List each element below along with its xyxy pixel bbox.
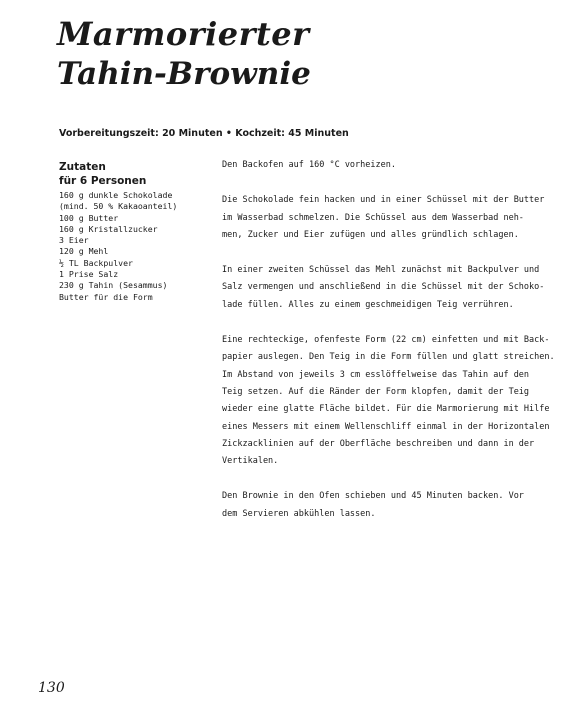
instruction-line: lade füllen. Alles zu einem geschmeidigen Teig verrühren. <box>222 299 514 310</box>
instruction-line: men, Zucker und Eier zufügen und alles gründlich schlagen. <box>222 229 519 240</box>
ingredients-section <box>59 160 209 303</box>
recipe-title-line-1: Marmorierter <box>57 15 310 53</box>
recipe-title-line-2: Tahin-Brownie <box>57 56 311 92</box>
ingredient-item: (mind. 50 % Kakaoanteil) <box>59 201 178 212</box>
instruction-line: dem Servieren abkühlen lassen. <box>222 508 376 519</box>
ingredient-item: 1 Prise Salz <box>59 269 119 280</box>
instruction-step <box>222 192 559 244</box>
instruction-line: In einer zweiten Schüssel das Mehl zunächst mit Backpulver und <box>222 265 540 276</box>
page-number: 130 <box>38 680 65 696</box>
servings-heading: für 6 Personen <box>59 175 147 187</box>
ingredient-item: 160 g dunkle Schokolade <box>59 190 173 200</box>
preparation-cooking-time: Vorbereitungszeit: 20 Minuten • Kochzeit: 45 Minuten <box>59 128 349 139</box>
instruction-line: Teig setzen. Auf die Ränder der Form klopfen, damit der Teig <box>222 386 530 397</box>
instruction-step <box>222 488 559 523</box>
instruction-line: papier auslegen. Den Teig in die Form füllen und glatt streichen. <box>222 352 555 363</box>
ingredient-item: 3 Eier <box>59 235 89 246</box>
ingredient-item: 230 g Tahin (Sesammus) <box>59 280 168 291</box>
instruction-line: Vertikalen. <box>222 456 279 467</box>
ingredient-item: Butter für die Form <box>59 291 153 302</box>
ingredient-item: ½ TL Backpulver <box>59 257 133 268</box>
instruction-line: eines Messers mit einem Wellenschliff einmal in der Horizontalen <box>222 421 550 432</box>
instruction-line: wieder eine glatte Fläche bildet. Für die Marmorierung mit Hilfe <box>222 404 550 415</box>
ingredient-item: 100 g Butter <box>59 212 119 223</box>
instruction-step <box>222 332 559 470</box>
instruction-line: Zickzacklinien auf der Oberfläche beschreiben und dann in der <box>222 438 535 449</box>
instruction-line: im Wasserbad schmelzen. Die Schüssel aus dem Wasserbad neh- <box>222 212 524 223</box>
ingredients-list <box>59 190 209 303</box>
instruction-step <box>222 157 559 174</box>
ingredients-heading: Zutaten <box>59 161 106 173</box>
ingredient-item: 120 g Mehl <box>59 246 109 257</box>
ingredient-item: 160 g Kristallzucker <box>59 223 158 234</box>
instruction-line: Eine rechteckige, ofenfeste Form (22 cm) einfetten und mit Back- <box>222 335 550 346</box>
instruction-line: Die Schokolade fein hacken und in einer Schüssel mit der Butter <box>222 195 545 206</box>
instruction-line: Salz vermengen und anschließend in die Schüssel mit der Schoko- <box>222 282 545 293</box>
instructions-section <box>222 157 559 541</box>
instruction-line: Im Abstand von jeweils 3 cm esslöffelweise das Tahin auf den <box>222 369 530 380</box>
instruction-line: Den Brownie in den Ofen schieben und 45 Minuten backen. Vor <box>222 491 524 502</box>
instruction-line: Den Backofen auf 160 °C vorheizen. <box>222 160 396 170</box>
recipe-title <box>57 14 311 94</box>
instruction-step <box>222 262 559 314</box>
